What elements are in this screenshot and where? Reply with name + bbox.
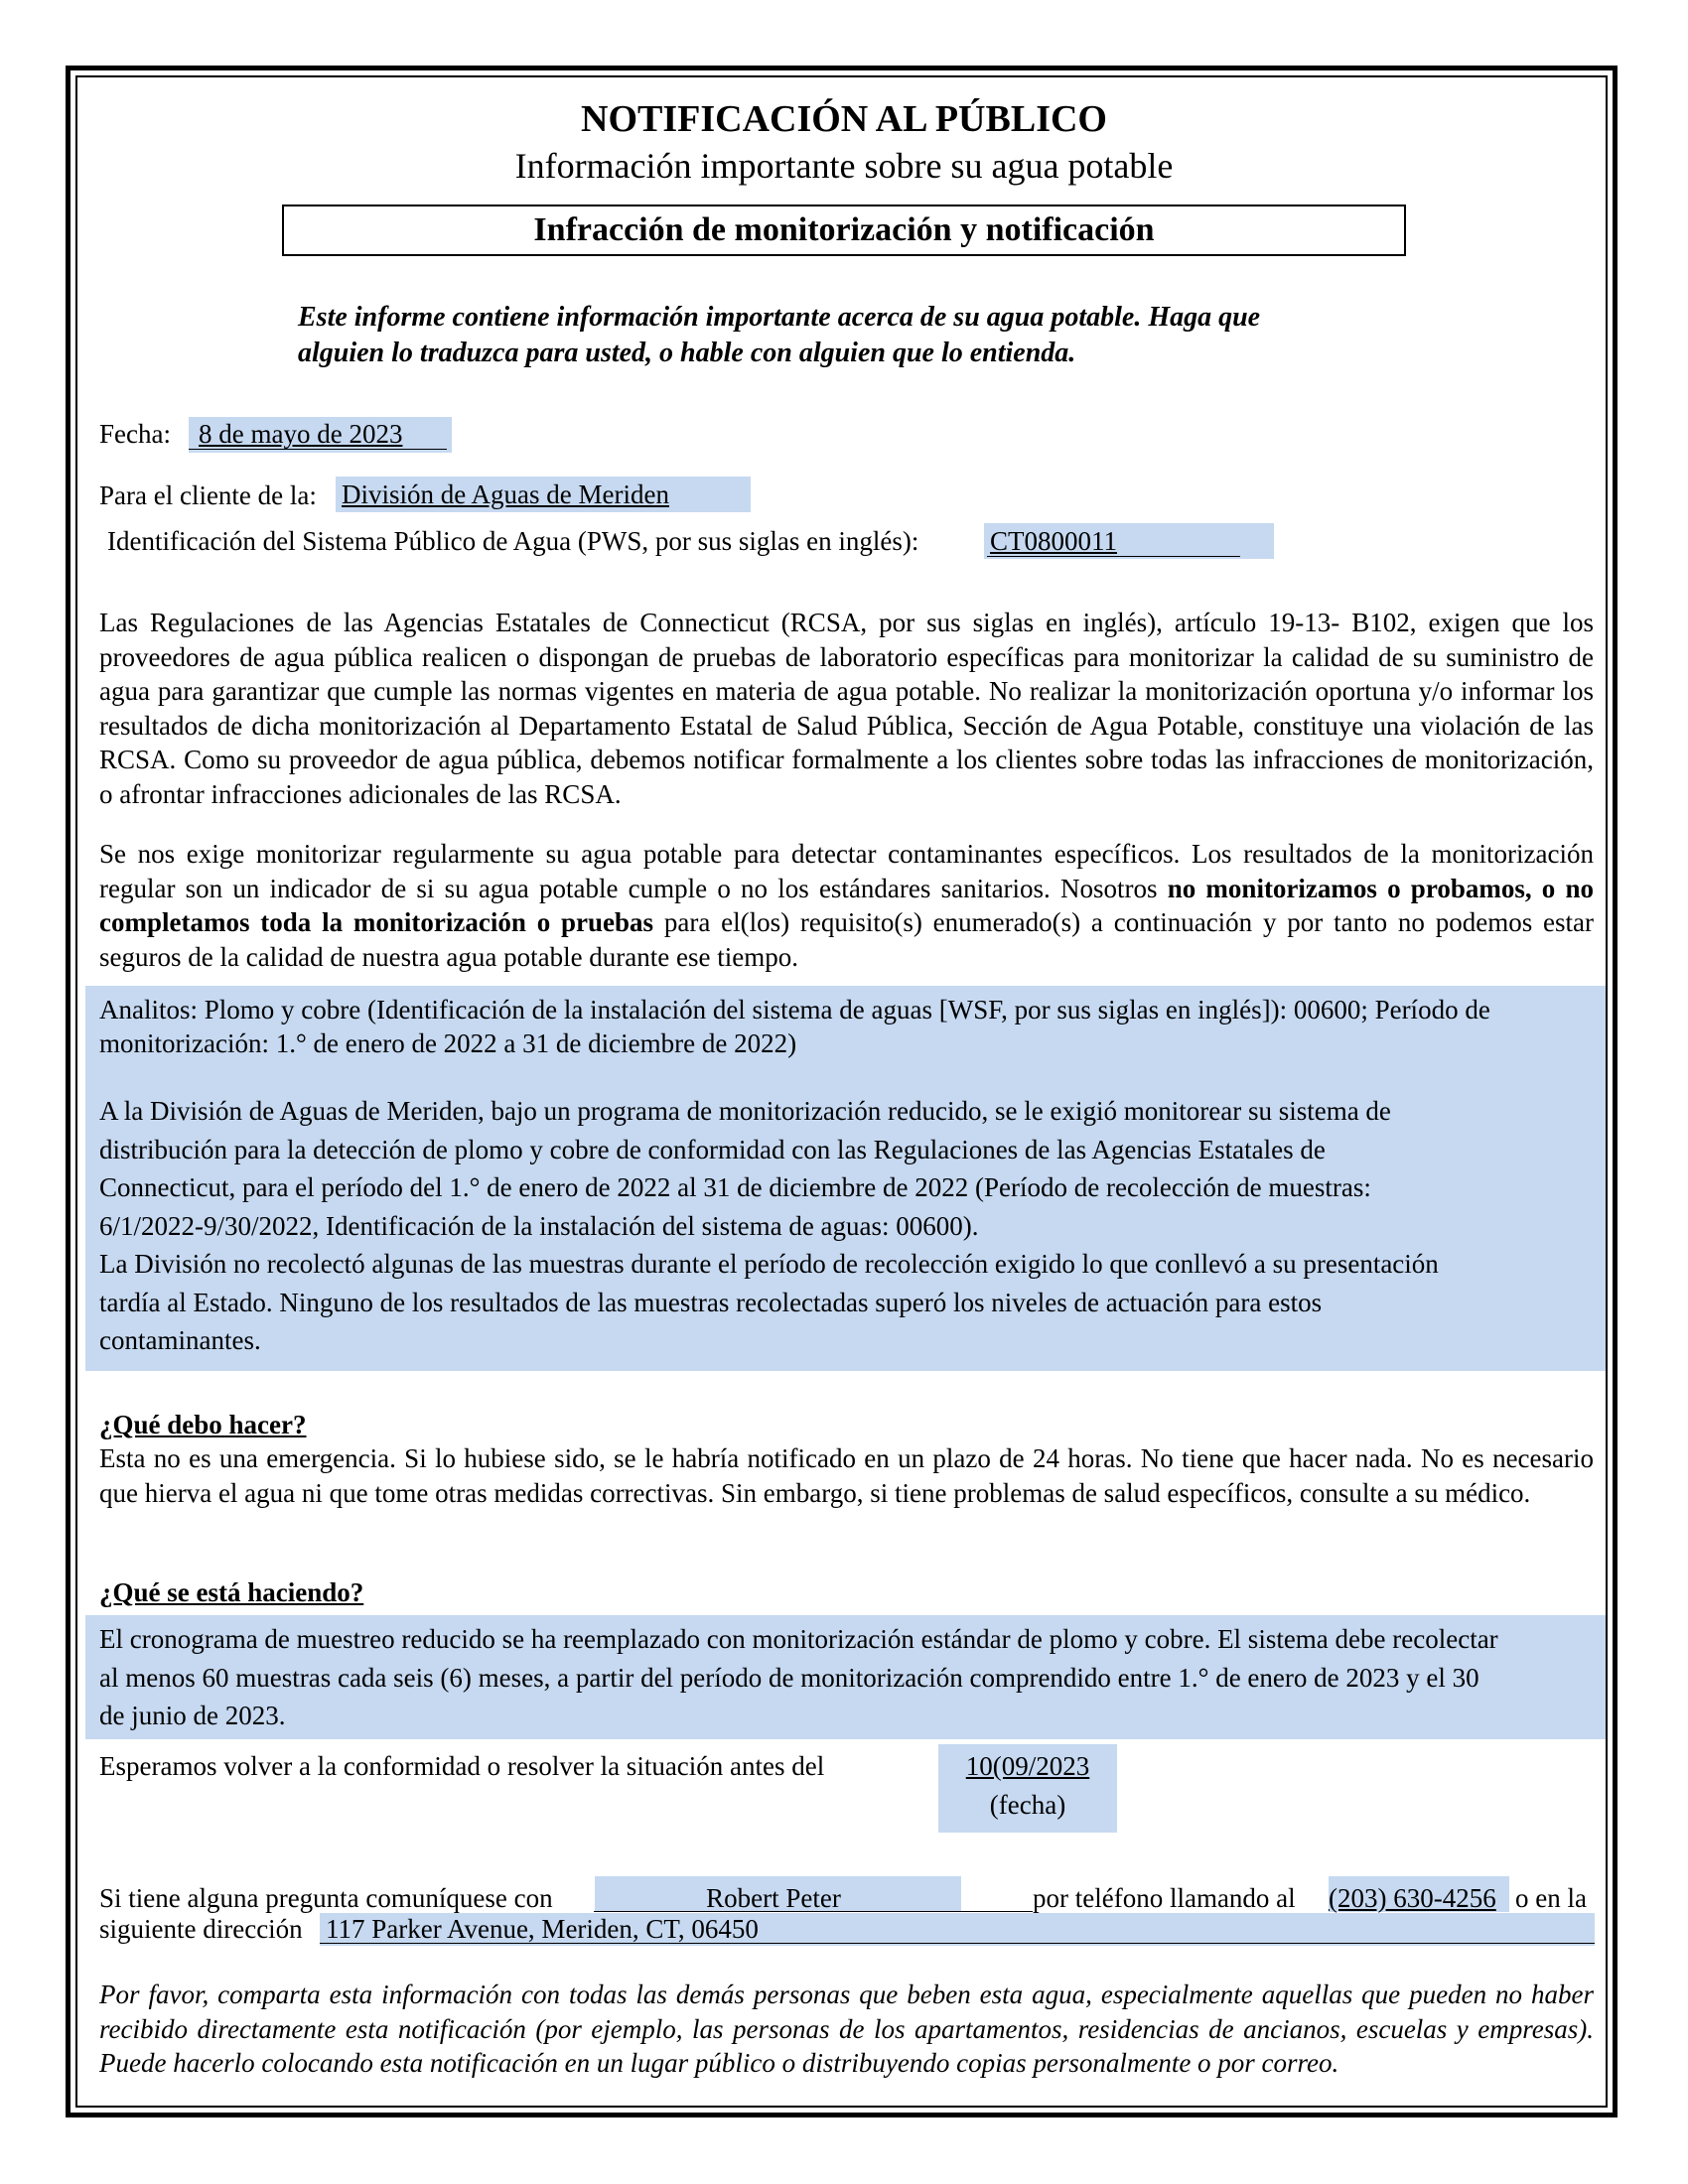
contact-prefix: Si tiene alguna pregunta comuníquese con [99, 1883, 553, 1913]
rcsa-paragraph: Las Regulaciones de las Agencias Estatales de Connecticut (RCSA, por sus siglas en inglés), artículo 19-13- B102, exigen que los proveedores de agua pública realicen o dispongan de pruebas de laboratorio específicas para monitorizar la calidad de su suministro de agua para garantizar que cumple las normas vigentes en materia de agua potable. No realizar la monitorización oportuna y/o informar los resultados de dicha monitorización al Departamento Estatal de Salud Pública, Sección de Agua Potable, constituye una violación de las RCSA. Como su proveedor de agua pública, debemos notificar formalmente a los clientes sobre todas las infracciones de monitorización, o afrontar infracciones adicionales de las RCSA. [99, 608, 1594, 809]
address-label: siguiente dirección [99, 1914, 303, 1944]
analytes-desc-line-1: A la División de Aguas de Meriden, bajo un programa de monitorización reducido, se le exigió monitorear su sistema de [99, 1096, 1391, 1126]
analytes-desc-line-7: contaminantes. [99, 1325, 261, 1355]
warning-line-2: alguien lo traduzca para usted, o hable con alguien que lo entienda. [298, 338, 1076, 368]
being-done-text [99, 1620, 1599, 1735]
analytes-desc-line-4: 6/1/2022-9/30/2022, Identificación de la instalación del sistema de aguas: 00600). [99, 1210, 979, 1241]
contact-name: Robert Peter [706, 1883, 841, 1913]
pws-underline [987, 556, 1240, 557]
customer-value: División de Aguas de Meriden [342, 479, 669, 509]
being-done-line-1: El cronograma de muestreo reducido se ha reemplazado con monitorización estándar de plomo y cobre. El sistema debe recolectar [99, 1624, 1498, 1654]
contact-suffix: o en la [1515, 1883, 1587, 1913]
contact-address: 117 Parker Avenue, Meriden, CT, 06450 [326, 1914, 759, 1944]
being-done-line-3: de junio de 2023. [99, 1701, 286, 1730]
warning-line-1: Este informe contiene información importante acerca de su agua potable. Haga que [298, 302, 1261, 333]
analytes-desc-line-2: distribución para la detección de plomo y cobre de conformidad con las Regulaciones de las Agencias Estatales de [99, 1134, 1326, 1164]
being-done-heading: ¿Qué se está haciendo? [99, 1577, 364, 1607]
analytes-line-2: monitorización: 1.° de enero de 2022 a 31 de diciembre de 2022) [99, 1028, 797, 1058]
date-value: 8 de mayo de 2023 [199, 419, 403, 449]
phone-label: por teléfono llamando al [1033, 1883, 1296, 1913]
date-underline [189, 449, 447, 450]
monitoring-bold-text: no monitorizamos o probamos, o no completamos toda la monitorización o pruebas [99, 873, 1594, 937]
page-subtitle: Información importante sobre su agua potable [514, 146, 1174, 186]
compliance-date-caption: (fecha) [989, 1790, 1066, 1820]
analytes-desc-line-6: tardía al Estado. Ninguno de los resultados de las muestras recolectadas superó los niveles de actuación para estos [99, 1287, 1323, 1317]
address-underline [320, 1943, 1595, 1944]
what-to-do-heading: ¿Qué debo hacer? [99, 1410, 307, 1439]
footer-share-notice: Por favor, comparta esta información con todas las demás personas que beben esta agua, especialmente aquellas que pueden no haber recibido directamente esta notificación (por ejemplo, las personas de los apartamentos, residencias de ancianos, escuelas y empresas). Puede hacerlo colocando esta notificación en un lugar público o distribuyendo copias personalmente o por correo. [99, 1979, 1594, 2078]
analytes-desc-line-5: La División no recolectó algunas de las muestras durante el período de recolección exigido lo que conllevó a su presentación [99, 1249, 1439, 1279]
customer-label: Para el cliente de la: [99, 480, 317, 510]
compliance-label: Esperamos volver a la conformidad o resolver la situación antes del [99, 1751, 825, 1781]
contact-phone: (203) 630-4256 [1329, 1883, 1496, 1913]
being-done-line-2: al menos 60 muestras cada seis (6) meses, a partir del período de monitorización comprendido entre 1.° de enero de 2023 y el 30 [99, 1662, 1479, 1693]
page-title: NOTIFICACIÓN AL PÚBLICO [581, 98, 1107, 140]
compliance-date: 10(09/2023 [965, 1751, 1090, 1781]
date-label: Fecha: [99, 419, 171, 449]
violation-type-box: Infracción de monitorización y notificación [282, 205, 1406, 256]
monitoring-text-start: Se nos exige monitorizar regularmente su agua potable para detectar contaminantes específicos. Los resultados de la monitorización regular son un indicador de si su agua potable cumple o no los estándares sanitarios. Nosotros [99, 839, 1594, 903]
analytes-header [99, 993, 1609, 1060]
analytes-description [99, 1092, 1599, 1360]
analytes-desc-line-3: Connecticut, para el período del 1.° de enero de 2022 al 31 de diciembre de 2022 (Período de recolección de muestras: [99, 1172, 1371, 1202]
monitoring-text-end: para el(los) requisito(s) enumerado(s) a continuación y por tanto no podemos estar seguros de la calidad de nuestra agua potable durante ese tiempo. [99, 907, 1594, 972]
monitoring-paragraph [99, 837, 1594, 974]
translation-warning [298, 300, 1400, 371]
what-to-do-text: Esta no es una emergencia. Si lo hubiese sido, se le habría notificado en un plazo de 24 horas. No tiene que hacer nada. No es necesario que hierva el agua ni que tome otras medidas correctivas. Sin embargo, si tiene problemas de salud específicos, consulte a su médico. [99, 1443, 1594, 1508]
analytes-line-1: Analitos: Plomo y cobre (Identificación de la instalación del sistema de aguas [WSF, por sus siglas en inglés]): 00600; Período de [99, 995, 1490, 1024]
pws-label: Identificación del Sistema Público de Agua (PWS, por sus siglas en inglés): [107, 526, 919, 556]
pws-value: CT0800011 [990, 526, 1117, 556]
